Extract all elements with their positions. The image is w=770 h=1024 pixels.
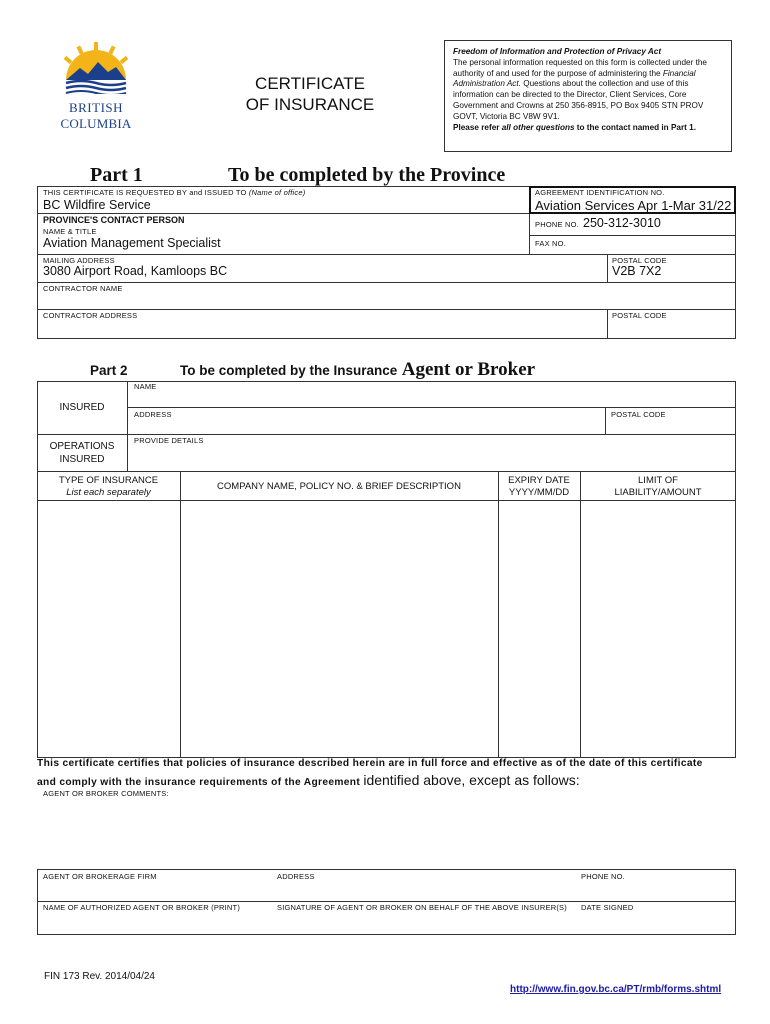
agent-name-label: NAME OF AUTHORIZED AGENT OR BROKER (PRINT) (43, 903, 241, 912)
part2-label: Part 2 (90, 363, 128, 378)
insured-label: INSURED (59, 402, 105, 413)
page-title (230, 73, 390, 115)
part1-heading: To be completed by the Province (228, 164, 506, 186)
broker-address-label: ADDRESS (277, 872, 315, 881)
contact-person-field[interactable]: Aviation Management Specialist (43, 236, 221, 250)
mailing-address-field[interactable]: 3080 Airport Road, Kamloops BC (43, 264, 228, 278)
signature-label: SIGNATURE OF AGENT OR BROKER ON BEHALF OF THE ABOVE INSURER(S) (277, 903, 567, 912)
logo-line-2: COLUMBIA (60, 116, 132, 131)
title-line-2: OF INSURANCE (245, 95, 375, 114)
requested-by-field[interactable]: BC Wildfire Service (43, 198, 151, 212)
forms-link[interactable]: http://www.fin.gov.bc.ca/PT/rmb/forms.shtml (510, 984, 722, 995)
privacy-notice-box (444, 40, 732, 152)
contractor-postal-label: POSTAL CODE (612, 311, 667, 320)
privacy-text: The personal information requested on this form is collected under the authority of and used for the purpose of administering the Financial Administration Act. Questions about the collection and use of this information can be directed to the Director, Client Services, Core Government and Crowns at 250 356-8915, PO Box 9405 STN PROV GOVT, Victoria BC V8W 9V1. (453, 57, 707, 121)
col-type-of-insurance: TYPE OF INSURANCE List each separately (58, 475, 159, 498)
bc-logo (56, 40, 136, 131)
col-company-policy: COMPANY NAME, POLICY NO. & BRIEF DESCRIPTION (217, 481, 461, 492)
contact-person-label: PROVINCE'S CONTACT PERSON (43, 215, 185, 225)
postal-code-label: POSTAL CODE (612, 256, 667, 265)
provide-details-label: PROVIDE DETAILS (134, 436, 204, 445)
certification-statement: This certificate certifies that policies of insurance described herein are in full force and effective as of the date of this certificate and comply with the insurance requirements of the Agreement identified above, except as follows: (37, 758, 703, 788)
operations-insured-label: OPERATIONS INSURED (49, 441, 115, 465)
mailing-address-label: MAILING ADDRESS (43, 256, 115, 265)
name-title-label: NAME & TITLE (43, 227, 97, 236)
title-line-1: CERTIFICATE (255, 74, 365, 93)
logo-line-1: BRITISH (68, 100, 124, 115)
agreement-id-label: AGREEMENT IDENTIFICATION NO. (535, 188, 665, 197)
insured-name-label: NAME (134, 382, 157, 391)
fax-label: FAX NO. (535, 239, 566, 248)
insured-postal-label: POSTAL CODE (611, 410, 666, 419)
form-id: FIN 173 Rev. 2014/04/24 (44, 971, 155, 982)
broker-phone-label: PHONE NO. (581, 872, 625, 881)
requested-by-label: THIS CERTIFICATE IS REQUESTED BY and ISSUED TO (Name of office) (43, 188, 306, 197)
date-signed-label: DATE SIGNED (581, 903, 634, 912)
insured-address-label: ADDRESS (134, 410, 172, 419)
phone-field[interactable]: 250-312-3010 (583, 216, 661, 230)
agreement-id-field[interactable]: Aviation Services Apr 1-Mar 31/22 (535, 198, 732, 213)
col-limit-of-liability: LIMIT OF LIABILITY/AMOUNT (614, 475, 702, 498)
part2-heading: To be completed by the Insurance Agent or Broker (180, 359, 536, 380)
comments-label: AGENT OR BROKER COMMENTS: (43, 789, 169, 798)
col-expiry-date: EXPIRY DATE YYYY/MM/DD (508, 475, 570, 498)
contractor-name-label: CONTRACTOR NAME (43, 284, 123, 293)
brokerage-firm-label: AGENT OR BROKERAGE FIRM (43, 872, 157, 881)
contractor-address-label: CONTRACTOR ADDRESS (43, 311, 138, 320)
postal-code-field[interactable]: V2B 7X2 (612, 264, 662, 278)
phone-label: PHONE NO. (535, 220, 579, 229)
privacy-contact-note: Please refer all other questions to the contact named in Part 1. (453, 122, 696, 132)
sun-mountain-icon (56, 40, 136, 94)
privacy-heading: Freedom of Information and Protection of Privacy Act (453, 47, 662, 56)
part1-label: Part 1 (90, 164, 143, 186)
